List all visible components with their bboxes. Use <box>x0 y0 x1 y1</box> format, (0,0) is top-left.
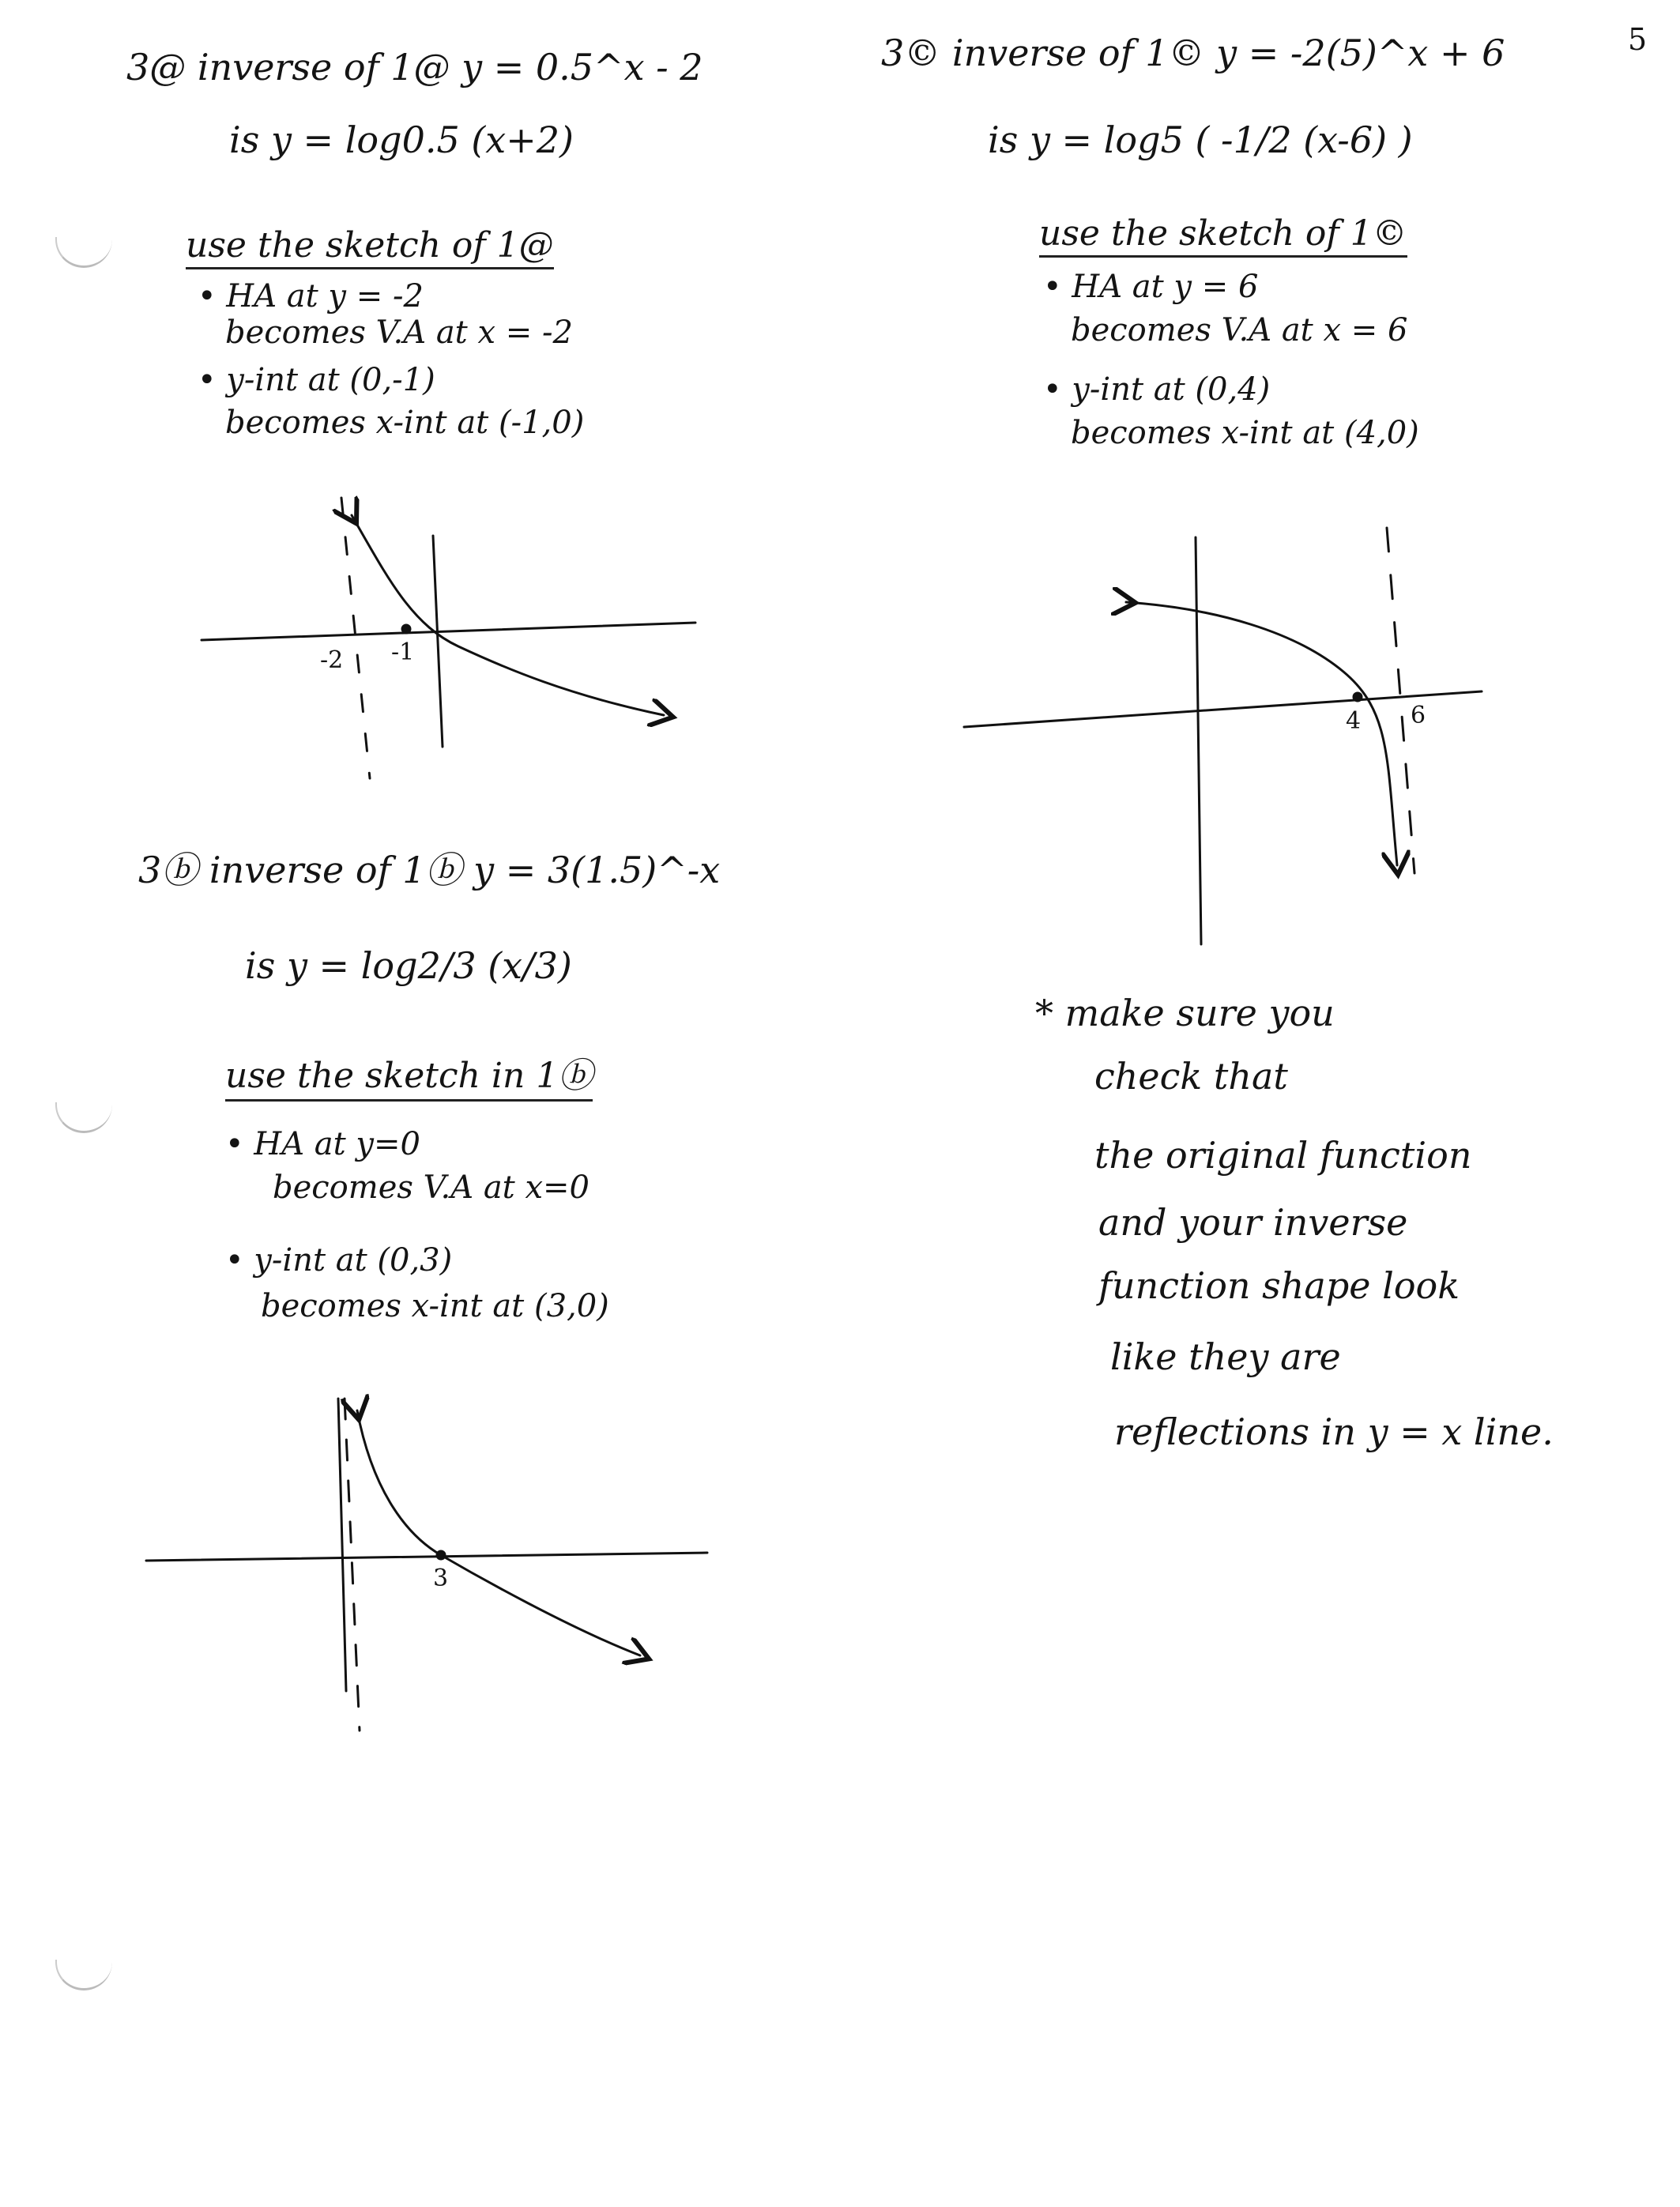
x-axis <box>146 1553 707 1561</box>
x-intercept-point <box>402 625 410 633</box>
x-axis <box>202 623 695 640</box>
bullet-text: • y-int at (0,4) <box>1043 371 1271 408</box>
bullet-text: becomes V.A at x=0 <box>273 1169 590 1206</box>
bullet-text: • y-int at (0,-1) <box>198 362 435 398</box>
tick-label: 4 <box>1346 707 1362 735</box>
sketch-3a <box>202 498 695 778</box>
problem-answer: is y = log2/3 (x/3) <box>245 944 572 987</box>
bullet-text: becomes V.A at x = -2 <box>225 314 573 351</box>
note-line: function shape look <box>1098 1264 1460 1307</box>
section-heading: use the sketch of 1@ <box>186 225 554 269</box>
note-line: like they are <box>1110 1335 1341 1378</box>
note-line: the original function <box>1094 1134 1472 1177</box>
bullet-text: becomes x-int at (-1,0) <box>225 405 585 441</box>
bullet-text: • HA at y = 6 <box>1043 269 1259 305</box>
tick-label: -2 <box>320 646 344 674</box>
bullet-text: • HA at y=0 <box>225 1126 420 1162</box>
note-line: * make sure you <box>1035 992 1335 1034</box>
y-axis <box>433 536 443 747</box>
bullet-text: becomes x-int at (3,0) <box>261 1288 609 1324</box>
bullet-text: becomes x-int at (4,0) <box>1071 415 1419 451</box>
problem-title: 3@ inverse of 1@ y = 0.5^x - 2 <box>126 46 703 89</box>
bullet-text: • HA at y = -2 <box>198 278 424 314</box>
inverse-curve <box>1126 602 1397 865</box>
page-number: 5 <box>1628 22 1648 57</box>
bullet-text: • y-int at (0,3) <box>225 1242 453 1279</box>
y-axis <box>338 1399 346 1691</box>
problem-answer: is y = log5 ( -1/2 (x-6) ) <box>988 119 1413 161</box>
inverse-curve <box>352 515 664 715</box>
note-line: and your inverse <box>1098 1201 1408 1244</box>
problem-title: 3© inverse of 1© y = -2(5)^x + 6 <box>881 32 1505 74</box>
problem-answer: is y = log0.5 (x+2) <box>229 119 574 161</box>
tick-label: 6 <box>1411 702 1426 729</box>
x-intercept-point <box>437 1551 445 1559</box>
tick-label: 3 <box>433 1565 449 1592</box>
bullet-text: becomes V.A at x = 6 <box>1071 312 1408 348</box>
x-axis <box>964 691 1482 727</box>
asymptote-dashed <box>1387 528 1414 873</box>
sketch-3b <box>146 1399 707 1731</box>
x-intercept-point <box>1354 693 1362 701</box>
note-line: check that <box>1094 1055 1288 1098</box>
sketch-3c <box>964 528 1482 944</box>
y-axis <box>1196 537 1201 944</box>
section-heading: use the sketch of 1© <box>1039 213 1407 258</box>
inverse-curve <box>357 1410 640 1655</box>
section-heading: use the sketch in 1ⓑ <box>225 1047 593 1102</box>
tick-label: -1 <box>391 638 415 666</box>
note-line: reflections in y = x line. <box>1114 1410 1554 1453</box>
problem-title: 3ⓑ inverse of 1ⓑ y = 3(1.5)^-x <box>138 849 721 891</box>
